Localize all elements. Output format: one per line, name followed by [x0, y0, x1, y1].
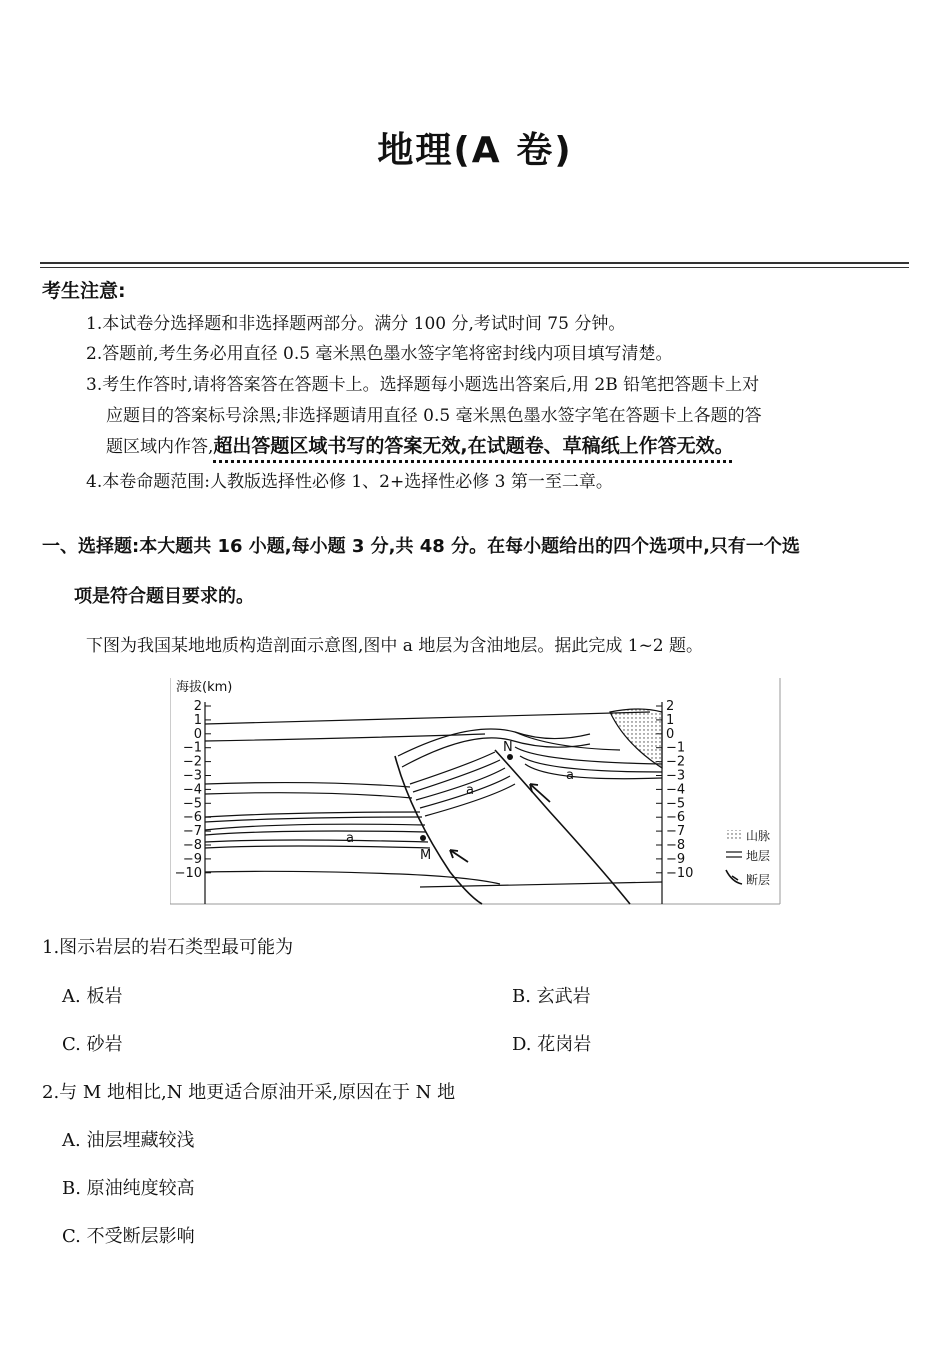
header-rule-thick [40, 262, 909, 264]
right-tick-label: 1 [666, 712, 675, 728]
right-tick-label: −6 [666, 810, 686, 826]
question-1-option-A[interactable]: A. 板岩 [62, 986, 123, 1007]
right-tick-label: −5 [666, 796, 686, 812]
question-2-option-C[interactable]: C. 不受断层影响 [62, 1226, 195, 1247]
left-tick-label: 0 [193, 726, 202, 742]
mountain-shape [610, 709, 662, 768]
legend-strata-label: 地层 [746, 849, 771, 863]
label-N: N [503, 740, 513, 755]
y-axis-label: 海拔(km) [176, 680, 233, 695]
stratum-3 [205, 793, 412, 798]
label-M: M [420, 848, 432, 863]
geologic-cross-section-figure [170, 672, 782, 908]
legend-fault-label: 断层 [746, 873, 771, 887]
notice-item-3-emphasis: 超出答题区域书写的答案无效,在试题卷、草稿纸上作答无效。 [213, 435, 734, 457]
section-heading: 一、选择题:本大题共 16 小题,每小题 3 分,共 48 分。在每小题给出的四个选项中,只有一个选 [42, 536, 800, 557]
left-tick-label: −7 [182, 824, 202, 840]
left-tick-label: −4 [182, 782, 202, 798]
left-tick-label: −3 [182, 768, 202, 784]
notice-item-3-line-1: 3.考生作答时,请将答案答在答题卡上。选择题每小题选出答案后,用 2B 铅笔把答题卡上对 [86, 375, 760, 395]
notice-item-3-plain: 题区域内作答, [106, 437, 214, 457]
stratum-8 [205, 840, 428, 842]
right-tick-label: −10 [666, 865, 694, 881]
stratum-4 [205, 812, 420, 817]
notice-item-4: 4.本卷命题范围:人教版选择性必修 1、2+选择性必修 3 第一至二章。 [86, 472, 613, 492]
left-tick-label: 1 [193, 712, 202, 728]
middle-strata [398, 729, 662, 816]
notice-item-3-line-3 [106, 431, 734, 458]
question-1-stem: 1.图示岩层的岩石类型最可能为 [42, 937, 294, 958]
notice-item-3-line-2: 应题目的答案标号涂黑;非选择题请用直径 0.5 毫米黑色墨水签字笔在答题卡上各题的答 [106, 406, 762, 426]
left-tick-label: −9 [182, 851, 202, 867]
left-tick-label: 2 [193, 699, 202, 714]
point-M [420, 835, 426, 841]
stratum-6 [205, 824, 425, 830]
left-tick-label: −10 [174, 865, 202, 881]
page-title: 地理(A 卷) [377, 130, 573, 171]
right-tick-label: 2 [666, 699, 675, 714]
question-2-option-B[interactable]: B. 原油纯度较高 [62, 1178, 195, 1199]
fault-east [495, 750, 630, 904]
label-a-middle: a [466, 783, 474, 798]
basement-line [420, 882, 662, 887]
notice-item-2: 2.答题前,考生务必用直径 0.5 毫米黑色墨水签字笔将密封线内项目填写清楚。 [86, 344, 673, 364]
right-tick-label: −8 [666, 838, 686, 853]
right-tick-label: −7 [666, 824, 686, 840]
stratum-10 [205, 871, 500, 884]
right-tick-label: −4 [666, 782, 686, 798]
right-tick-label: −3 [666, 768, 686, 784]
question-2-option-A[interactable]: A. 油层埋藏较浅 [62, 1130, 195, 1151]
right-tick-label: −1 [666, 740, 686, 756]
faults [395, 750, 630, 904]
notice-item-1: 1.本试卷分选择题和非选择题两部分。满分 100 分,考试时间 75 分钟。 [86, 314, 626, 334]
question-intro: 下图为我国某地地质构造剖面示意图,图中 a 地层为含油地层。据此完成 1~2 题。 [86, 636, 704, 656]
left-tick-label: −1 [182, 740, 202, 756]
surface-line [205, 712, 650, 724]
question-1-option-C[interactable]: C. 砂岩 [62, 1034, 123, 1055]
left-tick-label: −5 [182, 796, 202, 812]
label-a-east: a [566, 768, 574, 783]
legend-mountain-label: 山脉 [746, 829, 771, 843]
right-tick-label: −2 [666, 754, 686, 770]
fault-west [395, 756, 482, 904]
stratum-5 [205, 817, 422, 822]
legend-mountain-swatch [726, 830, 742, 840]
stratum-9 [205, 846, 430, 848]
right-tick-label: 0 [666, 726, 675, 742]
section-heading-continued: 项是符合题目要求的。 [74, 586, 254, 607]
left-tick-label: −2 [182, 754, 202, 770]
question-2-stem: 2.与 M 地相比,N 地更适合原油开采,原因在于 N 地 [42, 1082, 456, 1103]
label-a-west: a [346, 831, 354, 846]
stratum-2 [205, 783, 410, 787]
left-tick-label: −6 [182, 810, 202, 826]
notice-heading: 考生注意: [42, 280, 126, 302]
right-tick-label: −9 [666, 851, 686, 867]
question-1-option-B[interactable]: B. 玄武岩 [512, 986, 591, 1007]
header-rule-thin [40, 267, 909, 268]
stratum-7 [205, 831, 426, 835]
cross-section-svg [170, 672, 782, 908]
mid-stratum-6 [420, 776, 510, 808]
left-tick-label: −8 [182, 838, 202, 853]
question-1-option-D[interactable]: D. 花岗岩 [512, 1034, 592, 1055]
